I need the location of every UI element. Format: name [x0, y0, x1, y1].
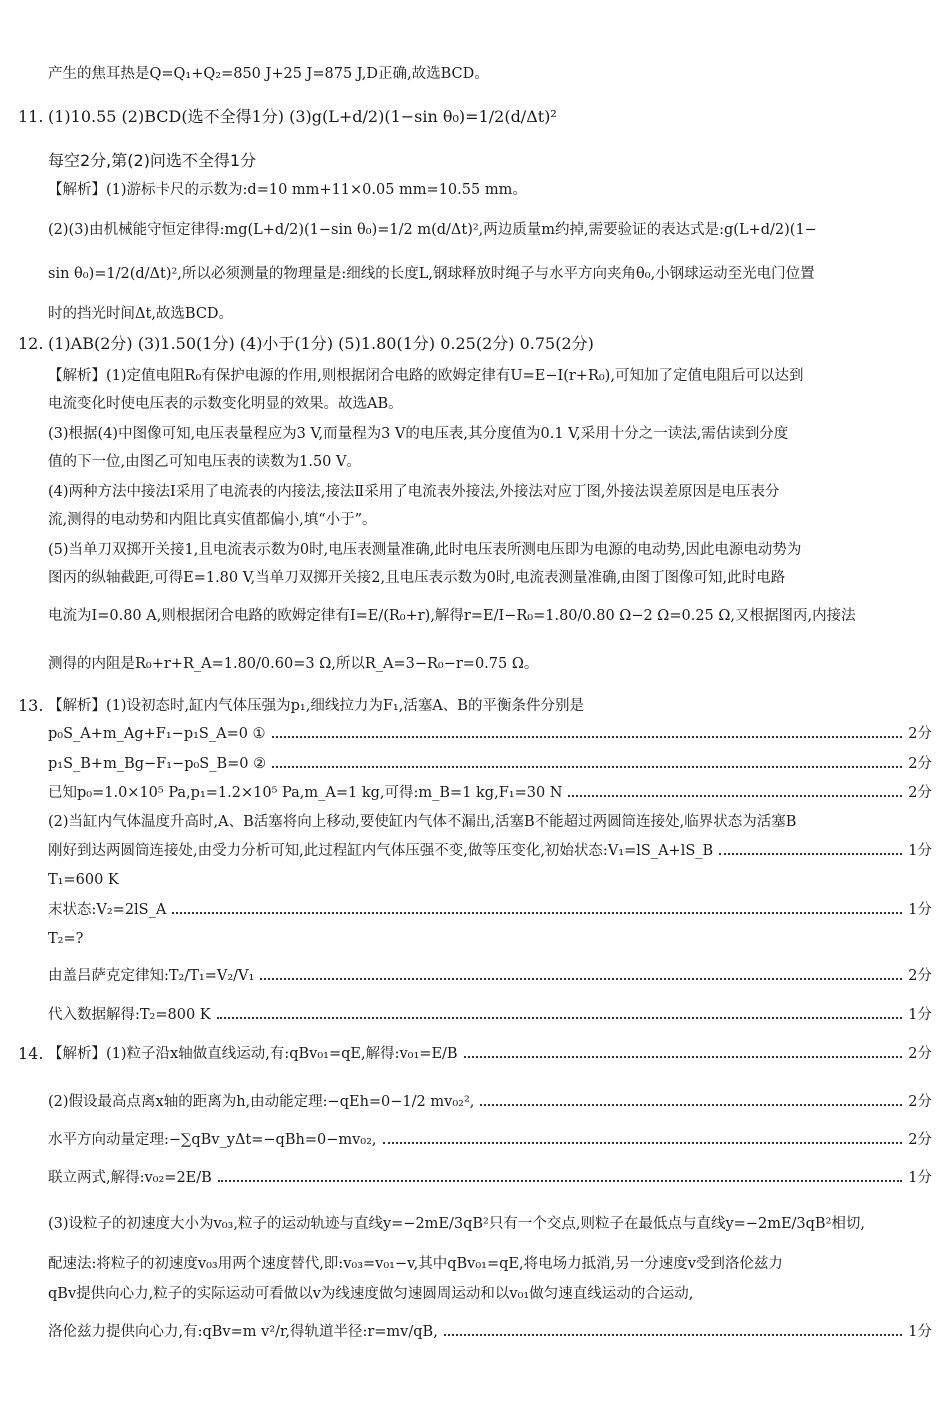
question-number: 14. — [18, 1044, 44, 1063]
analysis-line: 【解析】(1)设初态时,缸内气体压强为p₁,细线拉力为F₁,活塞A、B的平衡条件分别是 — [48, 698, 584, 714]
dot-leader — [272, 760, 902, 768]
dot-leader — [568, 789, 902, 797]
equation-text: p₀S_A+m_Ag+F₁−p₁S_A=0 ① — [48, 726, 266, 742]
scored-line — [48, 1044, 932, 1064]
score-label: 1分 — [908, 1324, 932, 1340]
score-label: 2分 — [908, 756, 932, 772]
score-label: 2分 — [908, 968, 932, 984]
analysis-line: qBv提供向心力,粒子的实际运动可看做以v为线速度做匀速圆周运动和以v₀₁做匀速直线运动的合运动, — [48, 1286, 694, 1302]
dot-leader — [444, 1328, 902, 1336]
equation-text: 末状态:V₂=2lS_A — [48, 902, 167, 918]
scored-line — [48, 783, 932, 803]
equation-text: 联立两式,解得:v₀₂=2E/B — [48, 1170, 212, 1186]
dot-leader — [218, 1174, 902, 1182]
score-label: 1分 — [908, 902, 932, 918]
analysis-line: 时的挡光时间Δt,故选BCD。 — [48, 306, 234, 322]
dot-leader — [172, 906, 902, 914]
score-note: 每空2分,第(2)问选不全得1分 — [48, 151, 257, 170]
dot-leader — [217, 1011, 903, 1019]
analysis-line: T₁=600 K — [48, 872, 119, 888]
text-line: 产生的焦耳热是Q=Q₁+Q₂=850 J+25 J=875 J,D正确,故选BCD。 — [48, 66, 489, 82]
analysis-line: 【解析】(1)游标卡尺的示数为:d=10 mm+11×0.05 mm=10.55 mm。 — [48, 182, 527, 198]
scored-line — [48, 900, 932, 920]
scored-line — [48, 724, 932, 744]
equation-text: 已知p₀=1.0×10⁵ Pa,p₁=1.2×10⁵ Pa,m_A=1 kg,可得:m_B=1 kg,F₁=30 N — [48, 785, 563, 801]
analysis-line: (2)当缸内气体温度升高时,A、B活塞将向上移动,要使缸内气体不漏出,活塞B不能超过两圆筒连接处,临界状态为活塞B — [48, 814, 797, 830]
question-number: 13. — [18, 696, 44, 715]
scored-line — [48, 1168, 932, 1188]
question-number: 12. — [18, 334, 44, 353]
scored-line — [48, 1092, 932, 1112]
scored-line — [48, 1130, 932, 1150]
equation-text: (2)假设最高点离x轴的距离为h,由动能定理:−qEh=0−1/2 mv₀₂², — [48, 1094, 475, 1110]
score-label: 1分 — [908, 1007, 932, 1023]
analysis-line: 【解析】(1)定值电阻R₀有保护电源的作用,则根据闭合电路的欧姆定律有U=E−I(r+R₀),可知加了定值电阻后可以达到 — [48, 368, 804, 384]
analysis-line: (4)两种方法中接法Ⅰ采用了电流表的内接法,接法Ⅱ采用了电流表外接法,外接法对应丁图,外接法误差原因是电压表分 — [48, 484, 780, 500]
question-number: 11. — [18, 107, 44, 126]
scored-line — [48, 966, 932, 986]
analysis-line: 配速法:将粒子的初速度v₀₃用两个速度替代,即:v₀₃=v₀₁−v,其中qBv₀₁=qE,将电场力抵消,另一分速度v受到洛伦兹力 — [48, 1256, 783, 1272]
equation-text: 水平方向动量定理:−∑qBv_yΔt=−qBh=0−mv₀₂, — [48, 1132, 377, 1148]
equation-text: 洛伦兹力提供向心力,有:qBv=m v²/r,得轨道半径:r=mv/qB, — [48, 1324, 438, 1340]
analysis-line: 值的下一位,由图乙可知电压表的读数为1.50 V。 — [48, 454, 361, 470]
answer-line: (1)AB(2分) (3)1.50(1分) (4)小于(1分) (5)1.80(1分) 0.25(2分) 0.75(2分) — [48, 334, 594, 353]
analysis-line: (3)根据(4)中图像可知,电压表量程应为3 V,而量程为3 V的电压表,其分度值为0.1 V,采用十分之一读法,需估读到分度 — [48, 426, 789, 442]
dot-leader — [480, 1098, 902, 1106]
score-label: 2分 — [908, 1132, 932, 1148]
dot-leader — [719, 847, 902, 855]
scored-line — [48, 1005, 932, 1025]
analysis-line: 电流为I=0.80 A,则根据闭合电路的欧姆定律有I=E/(R₀+r),解得r=E/I−R₀=1.80/0.80 Ω−2 Ω=0.25 Ω,又根据图丙,内接法 — [48, 608, 856, 624]
analysis-line: 流,测得的电动势和内阻比真实值都偏小,填“小于”。 — [48, 512, 377, 528]
score-label: 1分 — [908, 843, 932, 859]
equation-text: 由盖吕萨克定律知:T₂/T₁=V₂/V₁ — [48, 968, 255, 984]
equation-text: 【解析】(1)粒子沿x轴做直线运动,有:qBv₀₁=qE,解得:v₀₁=E/B — [48, 1046, 458, 1062]
analysis-line: T₂=? — [48, 931, 84, 947]
dot-leader — [272, 730, 903, 738]
analysis-line: sin θ₀)=1/2(d/Δt)²,所以必须测量的物理量是:细线的长度L,钢球释放时绳子与水平方向夹角θ₀,小钢球运动至光电门位置 — [48, 266, 815, 282]
equation-text: 刚好到达两圆筒连接处,由受力分析可知,此过程缸内气体压强不变,做等压变化,初始状态:V₁=lS_A+lS_B — [48, 843, 714, 859]
scored-line — [48, 1322, 932, 1342]
score-label: 2分 — [908, 1094, 932, 1110]
analysis-line: 图丙的纵轴截距,可得E=1.80 V,当单刀双掷开关接2,且电压表示数为0时,电流表测量准确,由图丁图像可知,此时电路 — [48, 570, 786, 586]
analysis-line: 测得的内阻是R₀+r+R_A=1.80/0.60=3 Ω,所以R_A=3−R₀−r=0.75 Ω。 — [48, 656, 539, 672]
equation-text: 代入数据解得:T₂=800 K — [48, 1007, 211, 1023]
analysis-line: (5)当单刀双掷开关接1,且电流表示数为0时,电压表测量准确,此时电压表所测电压即为电源的电动势,因此电源电动势为 — [48, 542, 802, 558]
dot-leader — [464, 1050, 903, 1058]
analysis-line: (3)设粒子的初速度大小为v₀₃,粒子的运动轨迹与直线y=−2mE/3qB²只有一个交点,则粒子在最低点与直线y=−2mE/3qB²相切, — [48, 1216, 866, 1232]
equation-text: p₁S_B+m_Bg−F₁−p₀S_B=0 ② — [48, 756, 267, 772]
answer-line: (1)10.55 (2)BCD(选不全得1分) (3)g(L+d/2)(1−sin θ₀)=1/2(d/Δt)² — [48, 107, 557, 126]
score-label: 1分 — [908, 1170, 932, 1186]
score-label: 2分 — [908, 785, 932, 801]
score-label: 2分 — [908, 1046, 932, 1062]
analysis-line: 电流变化时使电压表的示数变化明显的效果。故选AB。 — [48, 396, 403, 412]
scored-line — [48, 841, 932, 861]
score-label: 2分 — [908, 726, 932, 742]
scored-line — [48, 754, 932, 774]
dot-leader — [383, 1136, 903, 1144]
dot-leader — [260, 972, 902, 980]
analysis-line: (2)(3)由机械能守恒定律得:mg(L+d/2)(1−sin θ₀)=1/2 m(d/Δt)²,两边质量m约掉,需要验证的表达式是:g(L+d/2)(1− — [48, 222, 817, 238]
